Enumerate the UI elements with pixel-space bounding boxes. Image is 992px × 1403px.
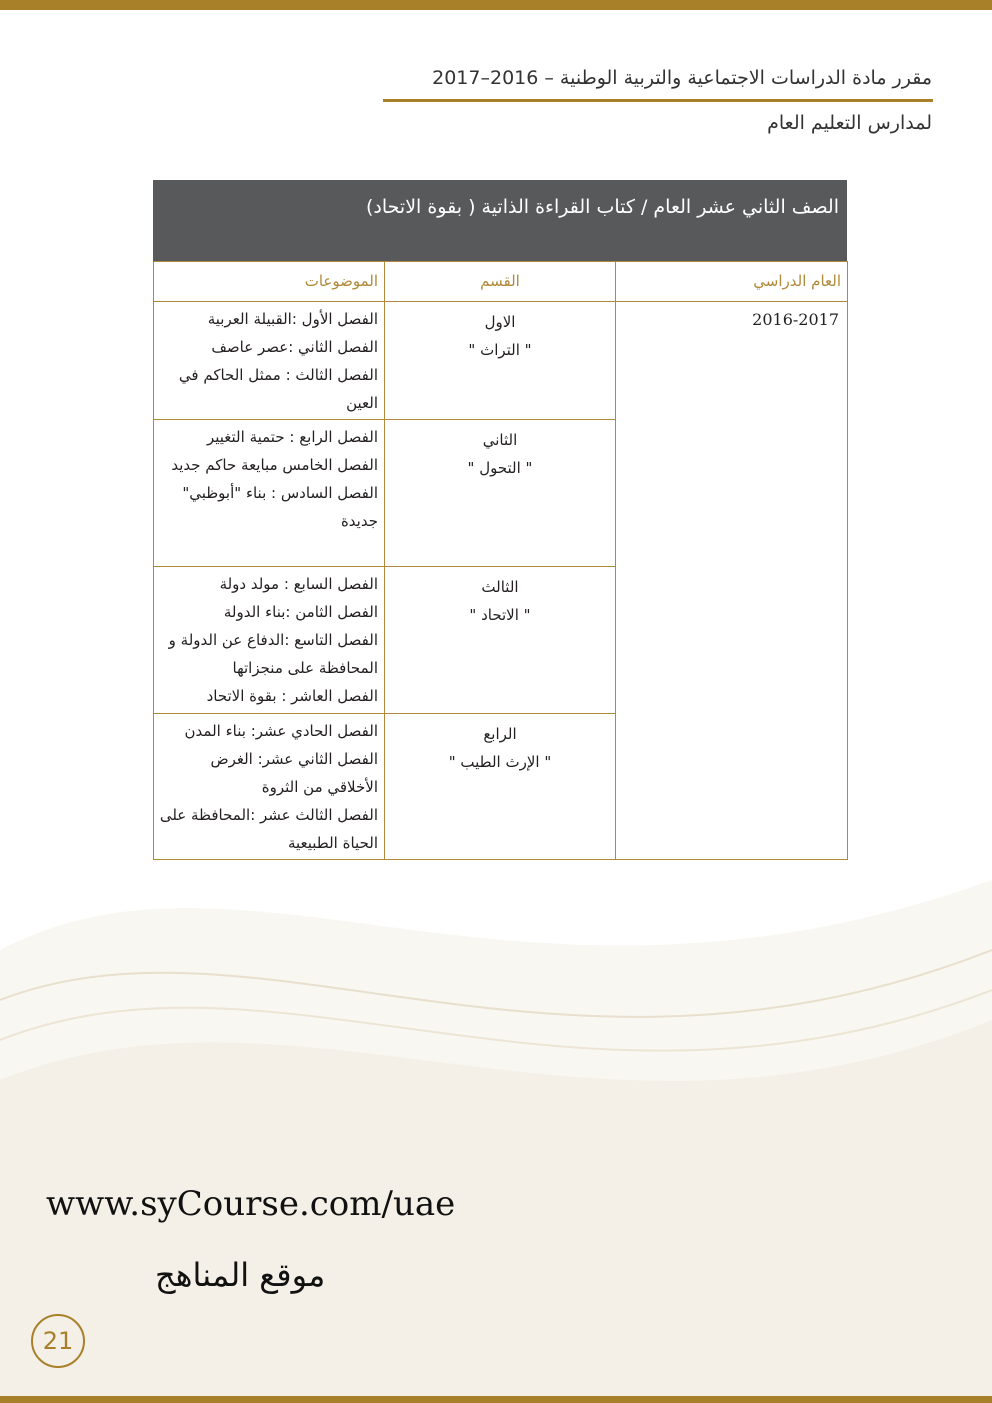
header-divider: [383, 99, 933, 102]
topic-item: الفصل الرابع : حتمية التغيير: [206, 428, 378, 446]
course-header: مقرر مادة الدراسات الاجتماعية والتربية الوطنية – 2016–2017: [432, 67, 932, 89]
topic-item: الفصل السادس : بناء "أبوظبي" جديدة: [182, 484, 378, 530]
topic-item: الفصل الثالث عشر :المحافظة على الحياة الطبيعية: [159, 806, 378, 852]
header-section: القسم: [385, 262, 616, 302]
topics-cell: [154, 714, 385, 860]
topic-item: الفصل الثالث : ممثل الحاكم في العين: [178, 366, 378, 412]
section-cell: [385, 302, 616, 420]
section-title: " التراث ": [468, 341, 532, 359]
topic-item: الفصل الثاني عشر: الغرض الأخلاقي من الثروة: [210, 750, 378, 796]
topic-item: الفصل العاشر : بقوة الاتحاد: [206, 687, 378, 705]
topic-item: الفصل الخامس مبايعة حاكم جديد: [171, 456, 378, 474]
topics-cell: [154, 567, 385, 714]
topics-cell: [154, 302, 385, 420]
section-cell: [385, 420, 616, 567]
website-url: www.syCourse.com/uae: [46, 1184, 456, 1224]
section-name: الاول: [484, 313, 516, 331]
schools-subheader: لمدارس التعليم العام: [767, 112, 932, 134]
table-row: [154, 302, 848, 420]
topic-item: الفصل الثامن :بناء الدولة: [223, 603, 378, 621]
topic-item: الفصل الأول :القبيلة العربية: [207, 310, 378, 328]
site-name: موقع المناهج: [155, 1256, 326, 1294]
bottom-accent-bar: [0, 1396, 992, 1403]
topic-item: الفصل الثاني :عصر عاصف: [211, 338, 378, 356]
section-title: " الاتحاد ": [469, 606, 531, 624]
table-title: الصف الثاني عشر العام / كتاب القراءة الذاتية ( بقوة الاتحاد): [153, 180, 847, 261]
section-title: " الإرث الطيب ": [448, 753, 552, 771]
topics-table: [153, 261, 848, 860]
table-header-row: [154, 262, 848, 302]
topic-item: الفصل الحادي عشر: بناء المدن: [184, 722, 378, 740]
reading-plan-table: [153, 180, 847, 860]
header-year: العام الدراسي: [616, 262, 848, 302]
section-name: الثالث: [481, 578, 519, 596]
header-topics: الموضوعات: [154, 262, 385, 302]
section-name: الثاني: [482, 431, 518, 449]
topics-cell: [154, 420, 385, 567]
section-cell: [385, 567, 616, 714]
section-title: " التحول ": [467, 459, 533, 477]
page-number: 21: [31, 1314, 85, 1368]
section-cell: [385, 714, 616, 860]
topic-item: الفصل التاسع :الدفاع عن الدولة و المحافظة على منجزاتها: [168, 631, 378, 677]
section-name: الرابع: [483, 725, 517, 743]
topic-item: الفصل السابع : مولد دولة: [219, 575, 378, 593]
academic-year: 2016-2017: [616, 302, 848, 860]
